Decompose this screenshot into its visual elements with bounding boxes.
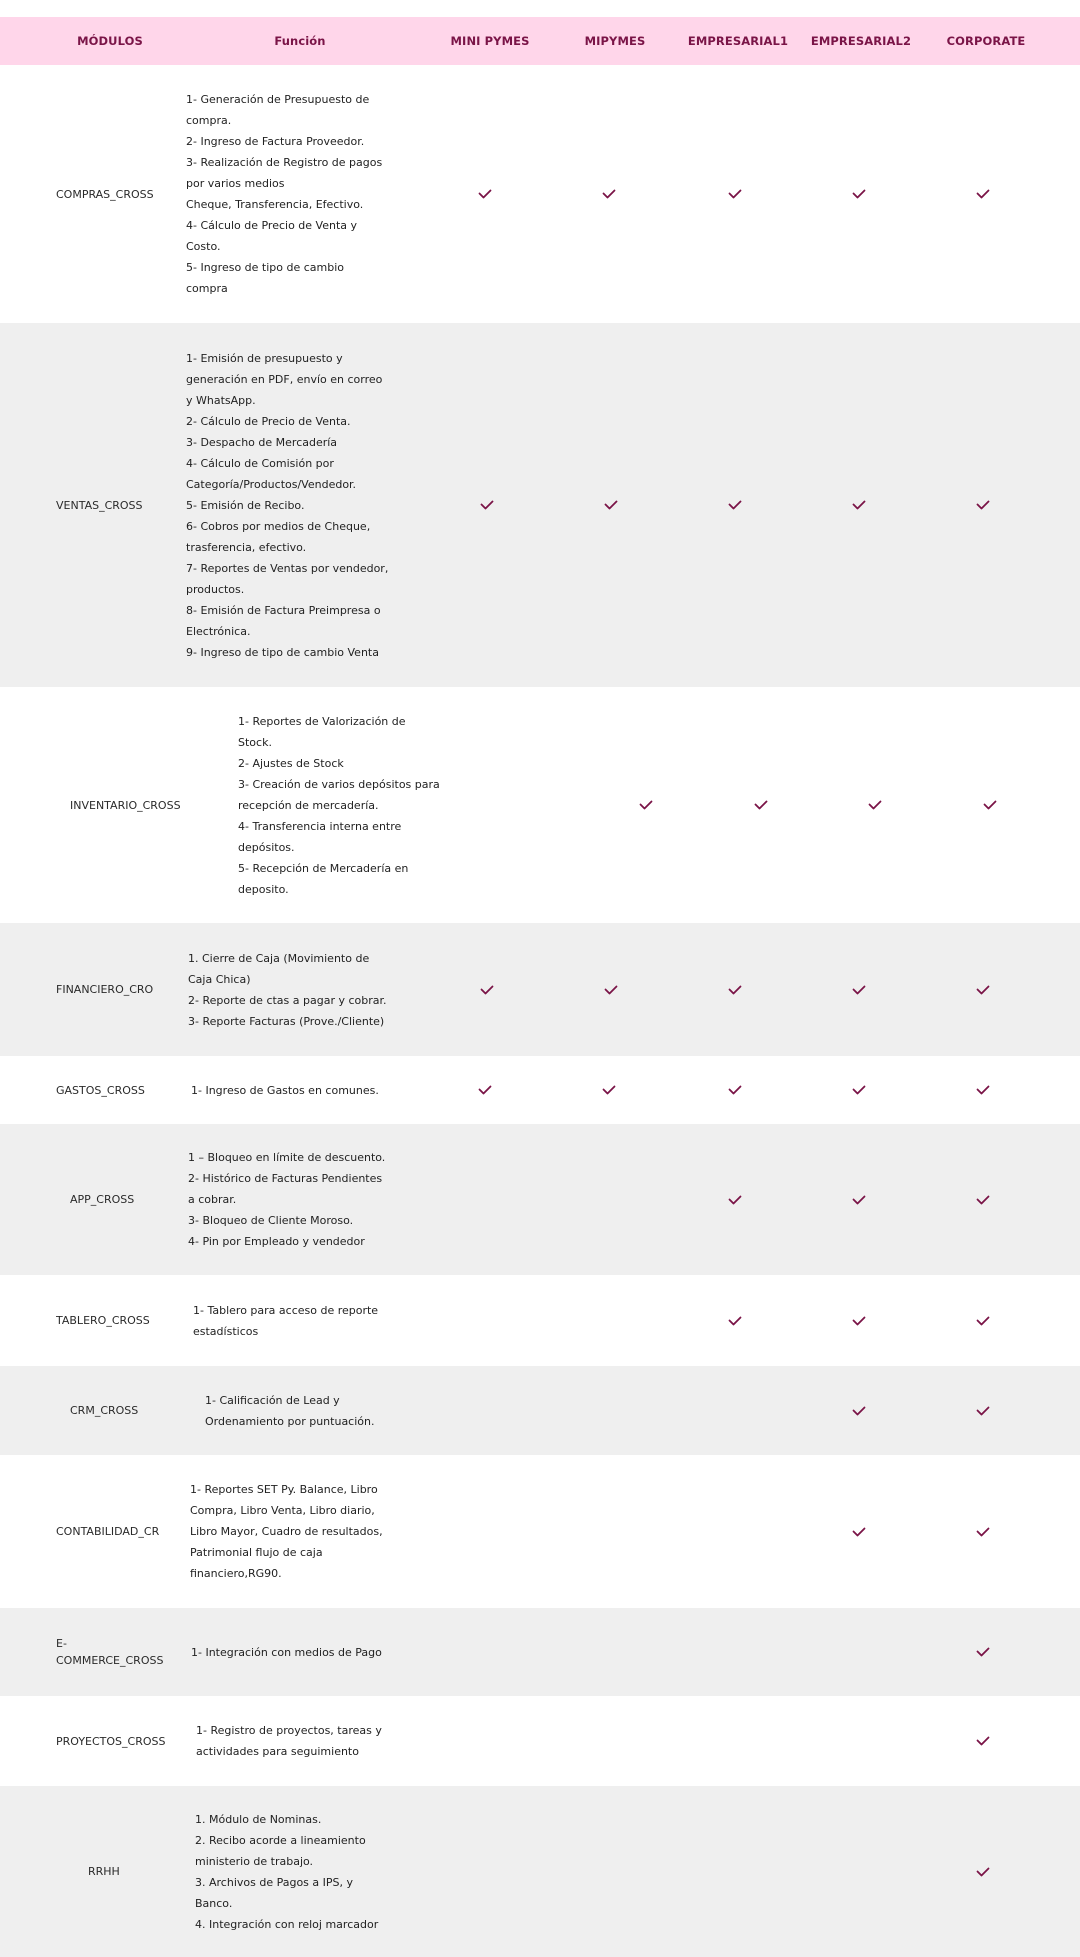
module-name: FINANCIERO_CRO bbox=[56, 983, 154, 996]
checkmark-icon bbox=[963, 65, 1003, 323]
table-row bbox=[0, 1608, 1080, 1696]
checkmark-icon bbox=[963, 1366, 1003, 1455]
header-funcion: Función bbox=[274, 34, 326, 48]
checkmark-icon bbox=[467, 323, 507, 687]
modules-comparison-table bbox=[0, 17, 1080, 1957]
checkmark-icon bbox=[465, 65, 505, 323]
module-functions: 1- Calificación de Lead y Ordenamiento por puntuación. bbox=[205, 1393, 375, 1428]
checkmark-icon bbox=[741, 687, 781, 923]
module-name: TABLERO_CROSS bbox=[56, 1314, 150, 1327]
checkmark-icon bbox=[589, 1056, 629, 1124]
checkmark-icon bbox=[715, 323, 755, 687]
checkmark-icon bbox=[855, 687, 895, 923]
module-name: APP_CROSS bbox=[70, 1193, 135, 1206]
checkmark-icon bbox=[715, 1056, 755, 1124]
checkmark-icon bbox=[963, 1608, 1003, 1696]
checkmark-icon bbox=[963, 1056, 1003, 1124]
checkmark-icon bbox=[715, 65, 755, 323]
table-row bbox=[0, 1056, 1080, 1124]
module-functions: 1. Módulo de Nominas. 2. Recibo acorde a lineamiento ministerio de trabajo. 3. Archivos de Pagos a IPS, y Banco. 4. Integración con reloj marcador bbox=[195, 1812, 379, 1931]
module-functions: 1 – Bloqueo en límite de descuento. 2- Histórico de Facturas Pendientes a cobrar. 3- Bloqueo de Cliente Moroso. 4- Pin por Empleado y vendedor bbox=[188, 1151, 386, 1248]
checkmark-icon bbox=[591, 923, 631, 1056]
checkmark-icon bbox=[839, 1455, 879, 1608]
table-row bbox=[0, 1124, 1080, 1275]
checkmark-icon bbox=[839, 1275, 879, 1366]
checkmark-icon bbox=[839, 323, 879, 687]
module-name: CRM_CROSS bbox=[70, 1404, 139, 1417]
module-name: CONTABILIDAD_CR bbox=[56, 1525, 160, 1538]
checkmark-icon bbox=[963, 1696, 1003, 1786]
table-row bbox=[0, 1696, 1080, 1786]
checkmark-icon bbox=[591, 323, 631, 687]
module-functions: 1. Cierre de Caja (Movimiento de Caja Chica) 2- Reporte de ctas a pagar y cobrar. 3- Reporte Facturas (Prove./Cliente) bbox=[188, 951, 387, 1028]
module-functions: 1- Integración con medios de Pago bbox=[191, 1645, 382, 1659]
checkmark-icon bbox=[465, 1056, 505, 1124]
checkmark-icon bbox=[626, 687, 666, 923]
module-name: INVENTARIO_CROSS bbox=[70, 798, 181, 812]
module-name: GASTOS_CROSS bbox=[56, 1083, 145, 1097]
module-name: COMPRAS_CROSS bbox=[56, 187, 154, 201]
checkmark-icon bbox=[589, 65, 629, 323]
checkmark-icon bbox=[963, 323, 1003, 687]
checkmark-icon bbox=[715, 1124, 755, 1275]
header-plan-mipymes: MIPYMES bbox=[584, 34, 646, 48]
header-plan-empresarial1: EMPRESARIAL1 bbox=[687, 34, 789, 48]
checkmark-icon bbox=[839, 1056, 879, 1124]
checkmark-icon bbox=[963, 1275, 1003, 1366]
header-plan-corporate: CORPORATE bbox=[946, 34, 1026, 48]
module-name: PROYECTOS_CROSS bbox=[56, 1734, 166, 1748]
checkmark-icon bbox=[970, 687, 1010, 923]
module-name: RRHH bbox=[88, 1865, 120, 1878]
checkmark-icon bbox=[839, 923, 879, 1056]
checkmark-icon bbox=[963, 923, 1003, 1056]
table-row bbox=[0, 687, 1080, 923]
checkmark-icon bbox=[839, 1124, 879, 1275]
table-row bbox=[0, 923, 1080, 1056]
table-row bbox=[0, 1275, 1080, 1366]
module-functions: 1- Ingreso de Gastos en comunes. bbox=[191, 1083, 379, 1097]
table-row bbox=[0, 1366, 1080, 1455]
header-plan-empresarial2: EMPRESARIAL2 bbox=[810, 34, 912, 48]
module-functions: 1- Registro de proyectos, tareas y actividades para seguimiento bbox=[196, 1724, 382, 1758]
table-row bbox=[0, 65, 1080, 323]
module-functions: 1- Generación de Presupuesto de compra. 2- Ingreso de Factura Proveedor. 3- Realización de Registro de pagos por varios medios Cheque, Transferencia, Efectivo. 4- Cálculo de Precio de Venta y Costo. 5- Ingreso de tipo de cambio compra bbox=[186, 93, 383, 295]
table-row bbox=[0, 1786, 1080, 1957]
checkmark-icon bbox=[963, 1124, 1003, 1275]
table-header-row bbox=[0, 17, 1080, 65]
module-name: E-COMMERCE_CROSS bbox=[56, 1637, 164, 1667]
checkmark-icon bbox=[715, 1275, 755, 1366]
module-functions: 1- Reportes SET Py. Balance, Libro Compra, Libro Venta, Libro diario, Libro Mayor, Cuadro de resultados, Patrimonial flujo de caja financiero,RG90. bbox=[190, 1483, 383, 1580]
checkmark-icon bbox=[839, 65, 879, 323]
checkmark-icon bbox=[715, 923, 755, 1056]
module-name: VENTAS_CROSS bbox=[56, 498, 143, 512]
table-row bbox=[0, 1455, 1080, 1608]
header-modulos: MÓDULOS bbox=[77, 34, 143, 48]
header-plan-mini-pymes: MINI PYMES bbox=[450, 34, 530, 48]
checkmark-icon bbox=[963, 1786, 1003, 1957]
module-functions: 1- Tablero para acceso de reporte estadísticos bbox=[193, 1303, 379, 1338]
module-functions: 1- Reportes de Valorización de Stock. 2- Ajustes de Stock 3- Creación de varios depósitos para recepción de mercadería. 4- Transferencia interna entre depósitos. 5- Recepción de Mercadería en deposito. bbox=[238, 714, 440, 896]
module-functions: 1- Emisión de presupuesto y generación en PDF, envío en correo y WhatsApp. 2- Cálculo de Precio de Venta. 3- Despacho de Mercadería 4- Cálculo de Comisión por Categoría/Productos/Vendedor. 5- Emisión de Recibo. 6- Cobros por medios de Cheque, trasferencia, efectivo. 7- Reportes de Ventas por vendedor, productos. 8- Emisión de Factura Preimpresa o Electrónica. 9- Ingreso de tipo de cambio Venta bbox=[186, 351, 389, 659]
table-row bbox=[0, 323, 1080, 687]
checkmark-icon bbox=[963, 1455, 1003, 1608]
checkmark-icon bbox=[839, 1366, 879, 1455]
checkmark-icon bbox=[467, 923, 507, 1056]
